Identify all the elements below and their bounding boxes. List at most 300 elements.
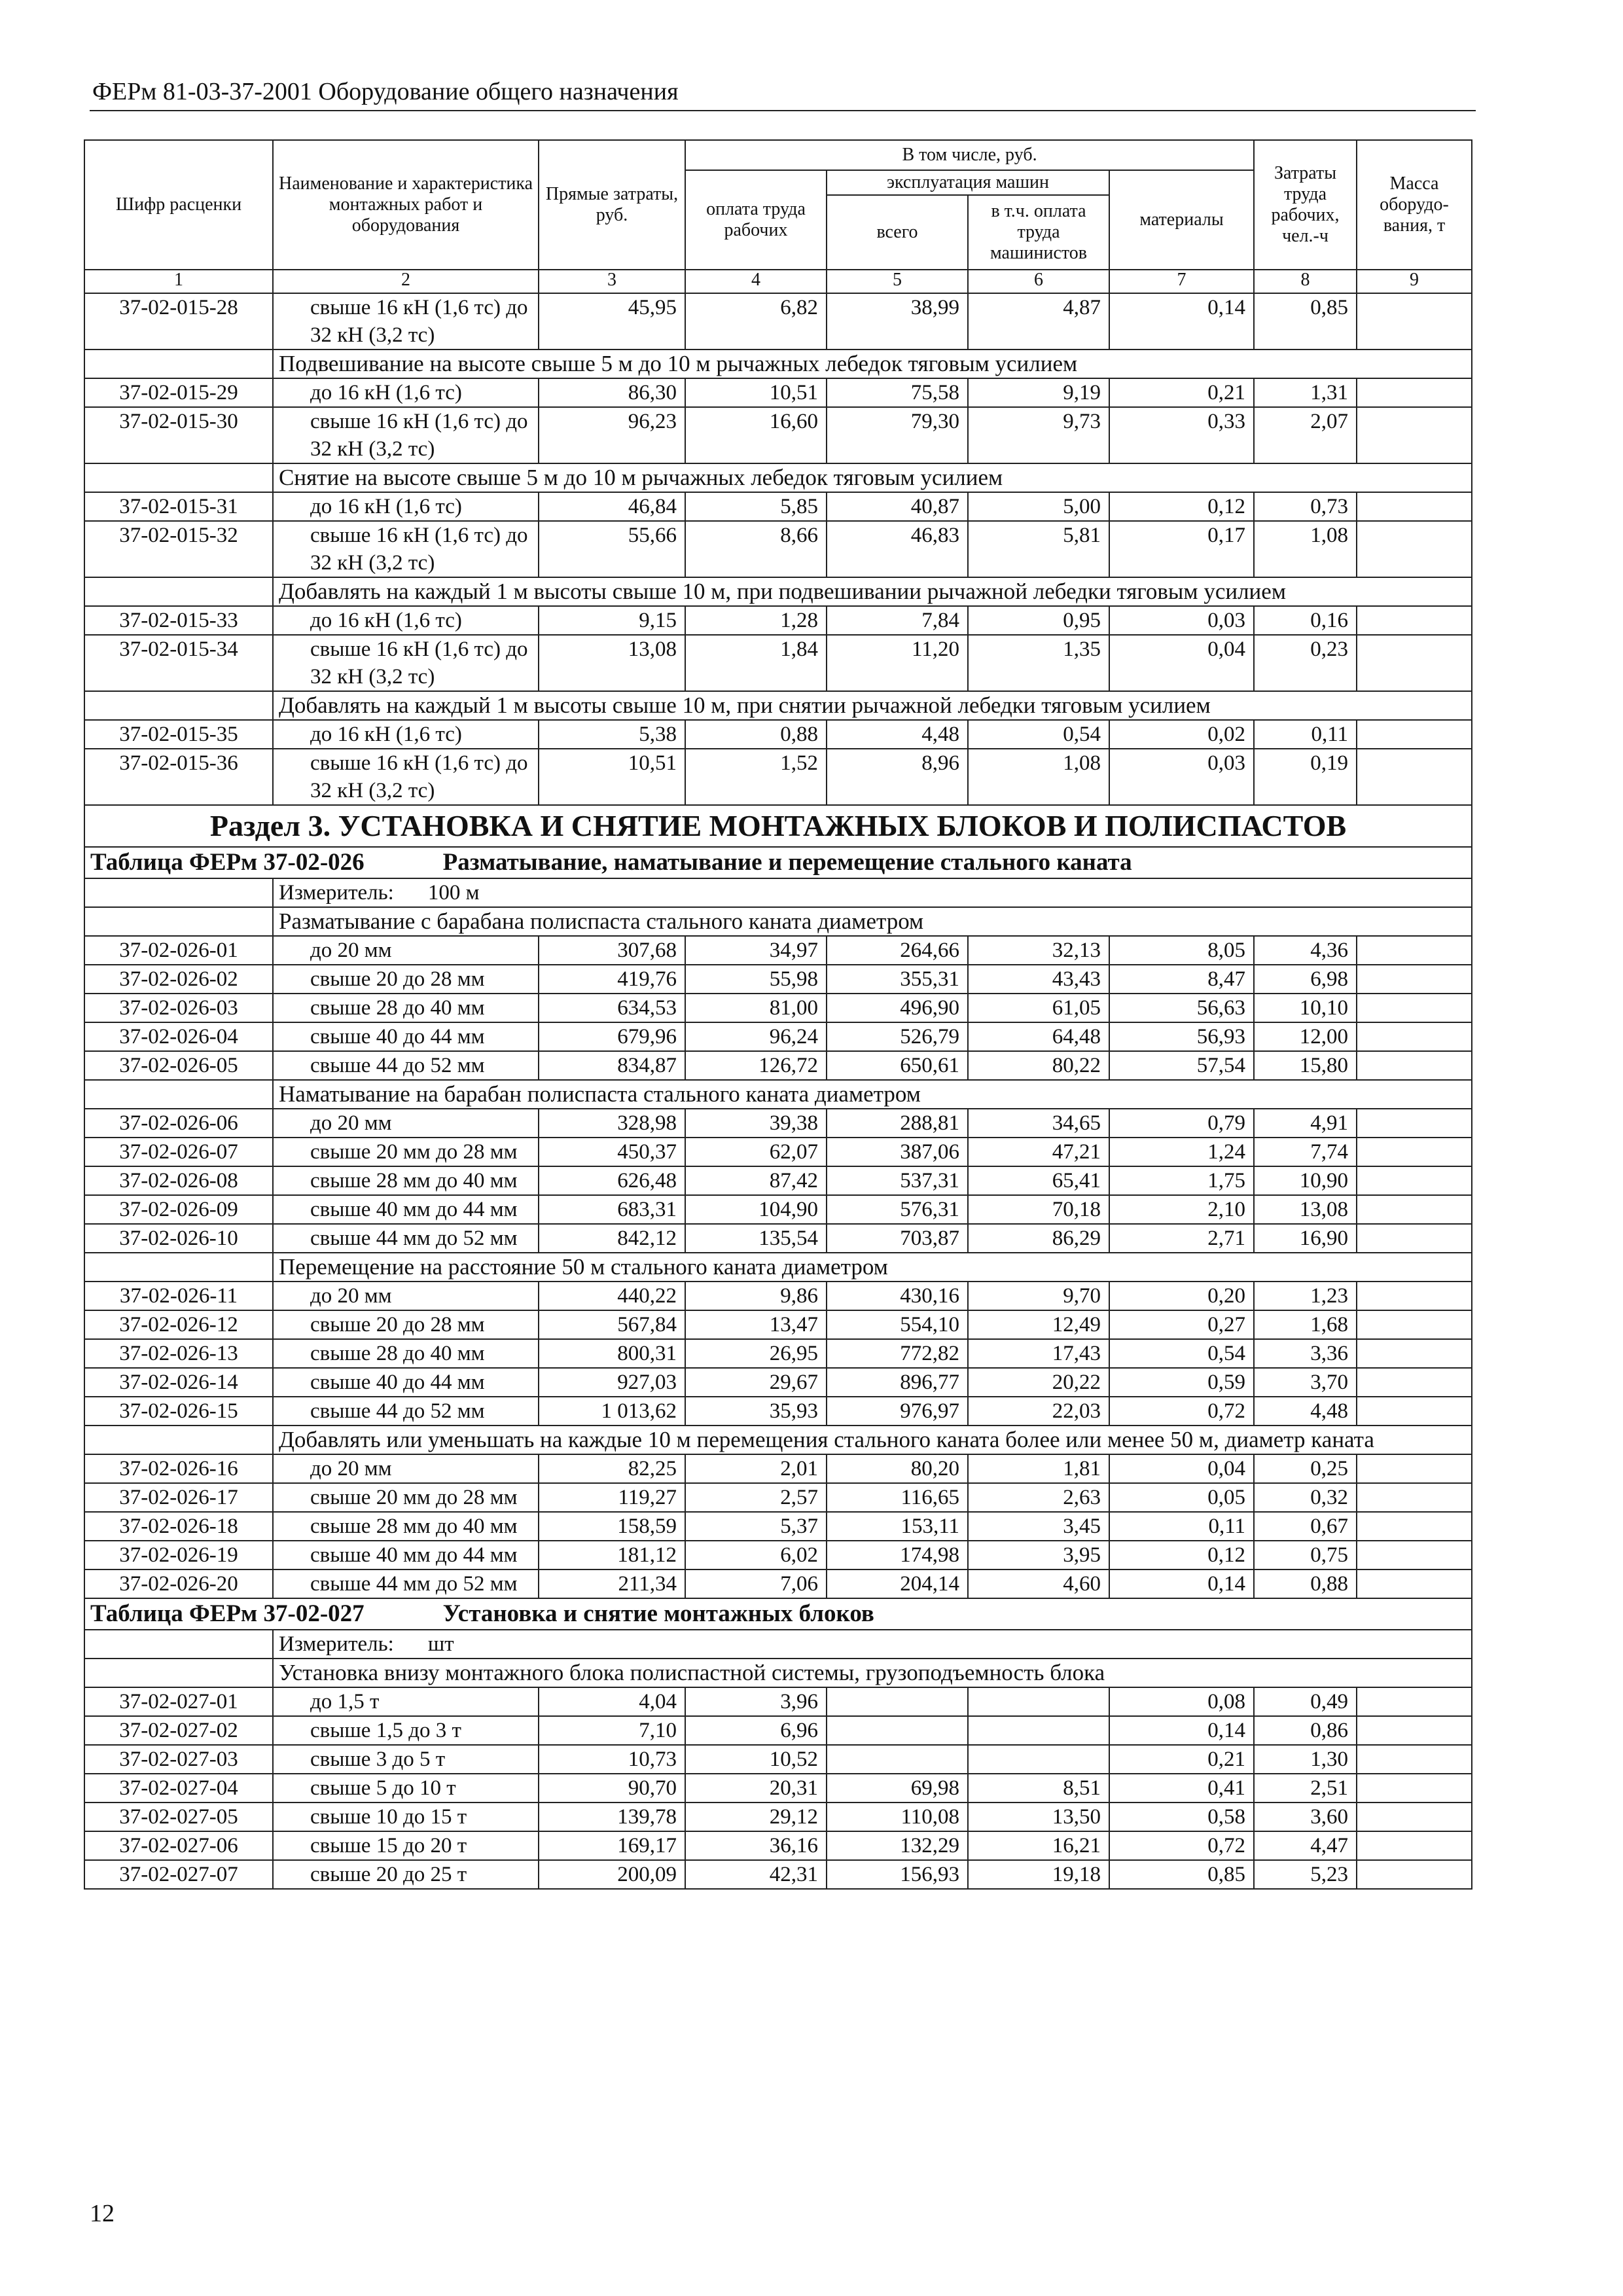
cell-machine-labor: 16,21 (968, 1831, 1109, 1860)
column-number: 7 (1109, 270, 1254, 293)
cell-equipment-mass (1357, 1310, 1472, 1339)
cell-labor-pay: 8,66 (685, 521, 827, 577)
cell-labor-pay: 96,24 (685, 1022, 827, 1051)
cell-equipment-mass (1357, 1368, 1472, 1397)
cell-name: до 20 мм (273, 1282, 539, 1310)
cell-machine-total: 387,06 (827, 1138, 968, 1166)
cell-name: свыше 20 до 28 мм (273, 965, 539, 994)
section-title: Добавлять или уменьшать на каждые 10 м перемещения стального каната более или менее 50 м, диаметр каната (273, 1426, 1472, 1454)
col-header-code: Шифр расценки (84, 140, 273, 270)
table-code: Таблица ФЕРм 37-02-026 (90, 849, 365, 876)
cell-equipment-mass (1357, 720, 1472, 749)
section-row (84, 1253, 1472, 1282)
cell-labor-pay: 0,88 (685, 720, 827, 749)
cell-machine-total: 355,31 (827, 965, 968, 994)
cell-direct-costs: 86,30 (539, 378, 685, 407)
column-number: 9 (1357, 270, 1472, 293)
cell-labor-hours: 4,36 (1254, 936, 1357, 965)
cell-equipment-mass (1357, 1512, 1472, 1541)
cell-equipment-mass (1357, 407, 1472, 463)
col-header-equipment-mass: Масса оборудо-вания, т (1357, 140, 1472, 270)
rates-table-body (84, 140, 1472, 1889)
cell-labor-hours: 1,31 (1254, 378, 1357, 407)
cell-name: свыше 40 мм до 44 мм (273, 1195, 539, 1224)
table-row (84, 720, 1472, 749)
column-number: 2 (273, 270, 539, 293)
cell-code: 37-02-026-12 (84, 1310, 273, 1339)
cell-name: свыше 10 до 15 т (273, 1803, 539, 1831)
cell-equipment-mass (1357, 1687, 1472, 1716)
cell-code: 37-02-027-05 (84, 1803, 273, 1831)
cell-machine-total: 8,96 (827, 749, 968, 805)
table-row (84, 1745, 1472, 1774)
cell-machine-labor: 86,29 (968, 1224, 1109, 1253)
cell-materials: 0,59 (1109, 1368, 1254, 1397)
cell-machine-labor: 1,81 (968, 1454, 1109, 1483)
cell-code: 37-02-027-02 (84, 1716, 273, 1745)
cell-labor-hours: 0,88 (1254, 1570, 1357, 1598)
cell-name: свыше 28 до 40 мм (273, 1339, 539, 1368)
section-row (84, 1080, 1472, 1109)
cell-name: до 16 кН (1,6 тс) (273, 720, 539, 749)
cell-code: 37-02-015-28 (84, 293, 273, 350)
column-number: 3 (539, 270, 685, 293)
cell-labor-hours: 0,85 (1254, 293, 1357, 350)
cell-machine-labor: 2,63 (968, 1483, 1109, 1512)
section-title: Перемещение на расстояние 50 м стального каната диаметром (273, 1253, 1472, 1282)
cell-equipment-mass (1357, 521, 1472, 577)
table-title (84, 847, 1472, 878)
table-row (84, 1022, 1472, 1051)
cell-labor-hours: 10,90 (1254, 1166, 1357, 1195)
cell-code: 37-02-027-06 (84, 1831, 273, 1860)
cell-labor-pay: 104,90 (685, 1195, 827, 1224)
cell-code: 37-02-027-03 (84, 1745, 273, 1774)
section-spacer (84, 463, 273, 492)
cell-code: 37-02-015-35 (84, 720, 273, 749)
cell-code: 37-02-026-07 (84, 1138, 273, 1166)
cell-equipment-mass (1357, 1051, 1472, 1080)
cell-name: свыше 28 до 40 мм (273, 994, 539, 1022)
cell-machine-total (827, 1745, 968, 1774)
section-row (84, 463, 1472, 492)
cell-machine-total: 156,93 (827, 1860, 968, 1889)
table-row (84, 1454, 1472, 1483)
cell-machine-labor: 12,49 (968, 1310, 1109, 1339)
table-row (84, 635, 1472, 691)
cell-labor-pay: 20,31 (685, 1774, 827, 1803)
cell-code: 37-02-027-07 (84, 1860, 273, 1889)
cell-labor-hours: 7,74 (1254, 1138, 1357, 1166)
cell-code: 37-02-015-34 (84, 635, 273, 691)
cell-equipment-mass (1357, 635, 1472, 691)
cell-labor-pay: 135,54 (685, 1224, 827, 1253)
section-title: Установка внизу монтажного блока полиспастной системы, грузоподъемность блока (273, 1659, 1472, 1687)
cell-machine-labor: 8,51 (968, 1774, 1109, 1803)
cell-materials: 0,05 (1109, 1483, 1254, 1512)
cell-direct-costs: 307,68 (539, 936, 685, 965)
cell-name: свыше 28 мм до 40 мм (273, 1166, 539, 1195)
page-number: 12 (90, 2200, 115, 2227)
cell-materials: 0,41 (1109, 1774, 1254, 1803)
cell-name: до 20 мм (273, 936, 539, 965)
cell-labor-hours: 3,36 (1254, 1339, 1357, 1368)
cell-code: 37-02-026-18 (84, 1512, 273, 1541)
cell-name: свыше 15 до 20 т (273, 1831, 539, 1860)
table-code: Таблица ФЕРм 37-02-027 (90, 1600, 365, 1627)
cell-name: свыше 44 до 52 мм (273, 1051, 539, 1080)
cell-labor-hours: 5,23 (1254, 1860, 1357, 1889)
cell-labor-hours: 0,19 (1254, 749, 1357, 805)
cell-labor-pay: 10,51 (685, 378, 827, 407)
cell-machine-labor (968, 1745, 1109, 1774)
cell-direct-costs: 450,37 (539, 1138, 685, 1166)
cell-direct-costs: 55,66 (539, 521, 685, 577)
cell-machine-labor: 5,81 (968, 521, 1109, 577)
cell-labor-pay: 5,37 (685, 1512, 827, 1541)
cell-labor-hours: 13,08 (1254, 1195, 1357, 1224)
cell-materials: 57,54 (1109, 1051, 1254, 1080)
section-title: Добавлять на каждый 1 м высоты свыше 10 м, при подвешивании рычажной лебедки тяговым усилием (273, 577, 1472, 606)
cell-materials: 2,10 (1109, 1195, 1254, 1224)
cell-labor-hours: 4,48 (1254, 1397, 1357, 1426)
table-row (84, 1860, 1472, 1889)
cell-direct-costs: 211,34 (539, 1570, 685, 1598)
cell-machine-total (827, 1716, 968, 1745)
cell-machine-total (827, 1687, 968, 1716)
cell-name: до 16 кН (1,6 тс) (273, 492, 539, 521)
cell-machine-total: 576,31 (827, 1195, 968, 1224)
cell-machine-total: 554,10 (827, 1310, 968, 1339)
cell-equipment-mass (1357, 1541, 1472, 1570)
section-spacer (84, 1659, 273, 1687)
cell-name: свыше 44 до 52 мм (273, 1397, 539, 1426)
table-row (84, 1368, 1472, 1397)
section-title: Разматывание с барабана полиспаста стального каната диаметром (273, 907, 1472, 936)
cell-materials: 8,47 (1109, 965, 1254, 994)
cell-machine-total: 496,90 (827, 994, 968, 1022)
table-row (84, 378, 1472, 407)
cell-machine-total: 174,98 (827, 1541, 968, 1570)
cell-labor-pay: 81,00 (685, 994, 827, 1022)
table-row (84, 1716, 1472, 1745)
cell-machine-total: 110,08 (827, 1803, 968, 1831)
cell-code: 37-02-026-08 (84, 1166, 273, 1195)
table-row (84, 521, 1472, 577)
cell-machine-total: 11,20 (827, 635, 968, 691)
cell-labor-pay: 29,12 (685, 1803, 827, 1831)
cell-labor-pay: 87,42 (685, 1166, 827, 1195)
table-row (84, 994, 1472, 1022)
cell-code: 37-02-026-10 (84, 1224, 273, 1253)
cell-name: свыше 1,5 до 3 т (273, 1716, 539, 1745)
section-heading: Раздел 3. УСТАНОВКА И СНЯТИЕ МОНТАЖНЫХ БЛОКОВ И ПОЛИСПАСТОВ (84, 805, 1472, 847)
cell-labor-hours: 0,32 (1254, 1483, 1357, 1512)
cell-machine-labor: 70,18 (968, 1195, 1109, 1224)
cell-code: 37-02-026-05 (84, 1051, 273, 1080)
cell-machine-labor: 9,19 (968, 378, 1109, 407)
cell-code: 37-02-015-30 (84, 407, 273, 463)
cell-equipment-mass (1357, 606, 1472, 635)
cell-name: свыше 16 кН (1,6 тс) до 32 кН (3,2 тс) (273, 749, 539, 805)
cell-labor-pay: 35,93 (685, 1397, 827, 1426)
cell-materials: 0,14 (1109, 293, 1254, 350)
cell-materials: 2,71 (1109, 1224, 1254, 1253)
cell-labor-hours: 0,86 (1254, 1716, 1357, 1745)
cell-labor-hours: 0,16 (1254, 606, 1357, 635)
cell-name: свыше 28 мм до 40 мм (273, 1512, 539, 1541)
cell-equipment-mass (1357, 293, 1472, 350)
table-row (84, 1687, 1472, 1716)
cell-labor-pay: 42,31 (685, 1860, 827, 1889)
section-title: Снятие на высоте свыше 5 м до 10 м рычажных лебедок тяговым усилием (273, 463, 1472, 492)
table-row (84, 965, 1472, 994)
cell-labor-pay: 2,01 (685, 1454, 827, 1483)
table-row (84, 1570, 1472, 1598)
cell-equipment-mass (1357, 1831, 1472, 1860)
cell-direct-costs: 45,95 (539, 293, 685, 350)
cell-equipment-mass (1357, 1570, 1472, 1598)
cell-labor-hours: 0,11 (1254, 720, 1357, 749)
cell-direct-costs: 46,84 (539, 492, 685, 521)
table-title-row (84, 847, 1472, 878)
cell-materials: 0,58 (1109, 1803, 1254, 1831)
cell-name: свыше 40 до 44 мм (273, 1022, 539, 1051)
cell-labor-hours: 0,23 (1254, 635, 1357, 691)
cell-labor-pay: 2,57 (685, 1483, 827, 1512)
cell-materials: 0,08 (1109, 1687, 1254, 1716)
cell-labor-hours: 0,25 (1254, 1454, 1357, 1483)
cell-machine-labor: 80,22 (968, 1051, 1109, 1080)
cell-machine-labor: 34,65 (968, 1109, 1109, 1138)
cell-materials: 0,14 (1109, 1716, 1254, 1745)
cell-materials: 0,54 (1109, 1339, 1254, 1368)
section-spacer (84, 577, 273, 606)
cell-equipment-mass (1357, 1803, 1472, 1831)
cell-machine-labor: 1,08 (968, 749, 1109, 805)
table-row (84, 1166, 1472, 1195)
cell-labor-hours: 1,08 (1254, 521, 1357, 577)
cell-direct-costs: 567,84 (539, 1310, 685, 1339)
cell-materials: 0,04 (1109, 635, 1254, 691)
table-row (84, 1310, 1472, 1339)
section-spacer (84, 350, 273, 378)
section-row (84, 1659, 1472, 1687)
cell-machine-total: 264,66 (827, 936, 968, 965)
cell-name: свыше 20 мм до 28 мм (273, 1138, 539, 1166)
cell-machine-labor: 64,48 (968, 1022, 1109, 1051)
cell-name: свыше 16 кН (1,6 тс) до 32 кН (3,2 тс) (273, 293, 539, 350)
cell-direct-costs: 419,76 (539, 965, 685, 994)
cell-machine-total: 896,77 (827, 1368, 968, 1397)
cell-code: 37-02-026-16 (84, 1454, 273, 1483)
cell-materials: 0,21 (1109, 378, 1254, 407)
col-header-materials: материалы (1109, 170, 1254, 270)
col-header-machine-total: всего (827, 195, 968, 270)
cell-machine-labor (968, 1687, 1109, 1716)
cell-code: 37-02-015-32 (84, 521, 273, 577)
column-number: 1 (84, 270, 273, 293)
cell-materials: 0,21 (1109, 1745, 1254, 1774)
cell-materials: 0,33 (1109, 407, 1254, 463)
cell-equipment-mass (1357, 1716, 1472, 1745)
rates-table (84, 139, 1472, 1890)
cell-labor-pay: 10,52 (685, 1745, 827, 1774)
cell-code: 37-02-026-15 (84, 1397, 273, 1426)
cell-name: свыше 3 до 5 т (273, 1745, 539, 1774)
cell-direct-costs: 90,70 (539, 1774, 685, 1803)
cell-equipment-mass (1357, 1483, 1472, 1512)
cell-code: 37-02-015-33 (84, 606, 273, 635)
cell-machine-total: 46,83 (827, 521, 968, 577)
cell-materials: 0,03 (1109, 606, 1254, 635)
cell-labor-hours: 10,10 (1254, 994, 1357, 1022)
cell-labor-pay: 126,72 (685, 1051, 827, 1080)
cell-equipment-mass (1357, 1022, 1472, 1051)
column-number: 4 (685, 270, 827, 293)
cell-machine-labor: 32,13 (968, 936, 1109, 965)
cell-labor-hours: 0,49 (1254, 1687, 1357, 1716)
table-row (84, 1339, 1472, 1368)
table-row (84, 1541, 1472, 1570)
cell-materials: 0,20 (1109, 1282, 1254, 1310)
cell-machine-labor: 3,45 (968, 1512, 1109, 1541)
cell-code: 37-02-027-04 (84, 1774, 273, 1803)
measure-row (84, 1630, 1472, 1659)
cell-name: свыше 40 мм до 44 мм (273, 1541, 539, 1570)
cell-labor-pay: 16,60 (685, 407, 827, 463)
cell-labor-pay: 26,95 (685, 1339, 827, 1368)
cell-name: до 20 мм (273, 1109, 539, 1138)
cell-direct-costs: 834,87 (539, 1051, 685, 1080)
cell-labor-pay: 39,38 (685, 1109, 827, 1138)
cell-materials: 0,03 (1109, 749, 1254, 805)
cell-equipment-mass (1357, 1282, 1472, 1310)
cell-machine-labor: 43,43 (968, 965, 1109, 994)
cell-machine-labor: 19,18 (968, 1860, 1109, 1889)
measure-value: шт (427, 1632, 454, 1656)
cell-direct-costs: 634,53 (539, 994, 685, 1022)
cell-code: 37-02-026-13 (84, 1339, 273, 1368)
cell-machine-labor: 22,03 (968, 1397, 1109, 1426)
measure-label: Измеритель: (279, 1632, 394, 1656)
cell-labor-pay: 6,96 (685, 1716, 827, 1745)
section-spacer (84, 907, 273, 936)
col-header-labor-pay: оплата труда рабочих (685, 170, 827, 270)
cell-labor-pay: 6,82 (685, 293, 827, 350)
table-title (84, 1598, 1472, 1630)
cell-materials: 0,11 (1109, 1512, 1254, 1541)
cell-code: 37-02-026-03 (84, 994, 273, 1022)
cell-code: 37-02-015-36 (84, 749, 273, 805)
cell-machine-total: 7,84 (827, 606, 968, 635)
cell-materials: 8,05 (1109, 936, 1254, 965)
column-number: 6 (968, 270, 1109, 293)
cell-code: 37-02-026-06 (84, 1109, 273, 1138)
cell-machine-labor: 1,35 (968, 635, 1109, 691)
cell-labor-hours: 2,51 (1254, 1774, 1357, 1803)
cell-direct-costs: 200,09 (539, 1860, 685, 1889)
cell-machine-total: 204,14 (827, 1570, 968, 1598)
cell-machine-labor: 0,54 (968, 720, 1109, 749)
cell-direct-costs: 626,48 (539, 1166, 685, 1195)
col-header-including: В том числе, руб. (685, 140, 1254, 170)
cell-machine-labor: 13,50 (968, 1803, 1109, 1831)
cell-labor-pay: 3,96 (685, 1687, 827, 1716)
cell-name: свыше 40 до 44 мм (273, 1368, 539, 1397)
cell-machine-labor: 65,41 (968, 1166, 1109, 1195)
cell-materials: 0,14 (1109, 1570, 1254, 1598)
section-row (84, 691, 1472, 720)
cell-machine-labor: 47,21 (968, 1138, 1109, 1166)
cell-machine-total: 772,82 (827, 1339, 968, 1368)
cell-direct-costs: 82,25 (539, 1454, 685, 1483)
section-row (84, 1426, 1472, 1454)
cell-labor-hours: 1,30 (1254, 1745, 1357, 1774)
table-name: Разматывание, наматывание и перемещение стального каната (442, 849, 1132, 876)
cell-labor-hours: 2,07 (1254, 407, 1357, 463)
col-header-machine-operation: эксплуатация машин (827, 170, 1109, 195)
table-row (84, 1483, 1472, 1512)
cell-name: свыше 20 до 28 мм (273, 1310, 539, 1339)
cell-machine-total: 288,81 (827, 1109, 968, 1138)
cell-materials: 0,79 (1109, 1109, 1254, 1138)
section-row (84, 907, 1472, 936)
cell-machine-labor: 3,95 (968, 1541, 1109, 1570)
section-title: Наматывание на барабан полиспаста стального каната диаметром (273, 1080, 1472, 1109)
cell-direct-costs: 7,10 (539, 1716, 685, 1745)
cell-labor-hours: 15,80 (1254, 1051, 1357, 1080)
cell-machine-total: 976,97 (827, 1397, 968, 1426)
table-row (84, 1282, 1472, 1310)
cell-materials: 1,75 (1109, 1166, 1254, 1195)
section-spacer (84, 1426, 273, 1454)
cell-labor-hours: 16,90 (1254, 1224, 1357, 1253)
cell-machine-labor: 20,22 (968, 1368, 1109, 1397)
table-row (84, 1512, 1472, 1541)
cell-code: 37-02-026-04 (84, 1022, 273, 1051)
cell-materials: 0,17 (1109, 521, 1254, 577)
table-row (84, 1831, 1472, 1860)
cell-direct-costs: 328,98 (539, 1109, 685, 1138)
cell-materials: 56,93 (1109, 1022, 1254, 1051)
section-title: Добавлять на каждый 1 м высоты свыше 10 м, при снятии рычажной лебедки тяговым усилием (273, 691, 1472, 720)
cell-labor-pay: 7,06 (685, 1570, 827, 1598)
cell-labor-hours: 4,47 (1254, 1831, 1357, 1860)
cell-code: 37-02-015-31 (84, 492, 273, 521)
cell-equipment-mass (1357, 936, 1472, 965)
cell-machine-total: 430,16 (827, 1282, 968, 1310)
cell-machine-total: 526,79 (827, 1022, 968, 1051)
cell-machine-labor: 4,60 (968, 1570, 1109, 1598)
column-number: 5 (827, 270, 968, 293)
cell-labor-hours: 3,70 (1254, 1368, 1357, 1397)
cell-direct-costs: 4,04 (539, 1687, 685, 1716)
cell-name: свыше 20 мм до 28 мм (273, 1483, 539, 1512)
cell-equipment-mass (1357, 1860, 1472, 1889)
cell-equipment-mass (1357, 1224, 1472, 1253)
table-row (84, 293, 1472, 350)
cell-code: 37-02-027-01 (84, 1687, 273, 1716)
cell-code: 37-02-026-01 (84, 936, 273, 965)
cell-labor-hours: 3,60 (1254, 1803, 1357, 1831)
cell-equipment-mass (1357, 749, 1472, 805)
cell-machine-labor (968, 1716, 1109, 1745)
cell-direct-costs: 169,17 (539, 1831, 685, 1860)
table-row (84, 407, 1472, 463)
cell-labor-hours: 4,91 (1254, 1109, 1357, 1138)
cell-direct-costs: 13,08 (539, 635, 685, 691)
